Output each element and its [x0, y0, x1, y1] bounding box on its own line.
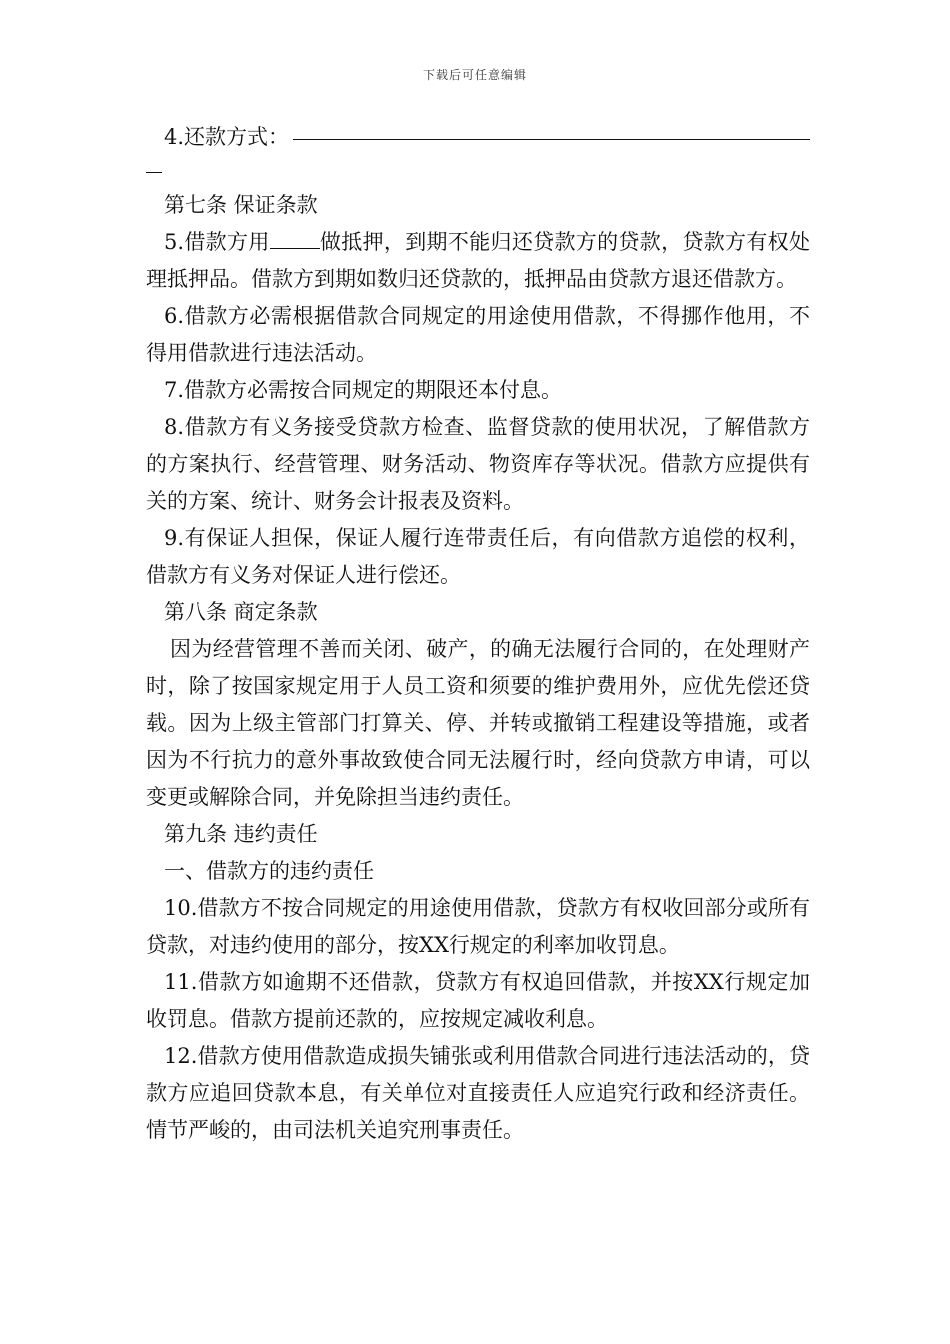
clause-6: 6.借款方必需根据借款合同规定的用途使用借款，不得挪作他用，不得用借款进行违法活动。 [146, 304, 810, 365]
clause-5-before: 5.借款方用 [164, 230, 270, 254]
repayment-line [146, 119, 810, 156]
clause-11: 11.借款方如逾期不还借款，贷款方有权追回借款，并按XX行规定加收罚息。借款方提前还款的，应按规定减收利息。 [146, 970, 810, 1031]
clause-12: 12.借款方使用借款造成损失铺张或利用借款合同进行违法活动的，贷款方应追回贷款本息，有关单位对直接责任人应追究行政和经济责任。情节严峻的，由司法机关追究刑事责任。 [146, 1044, 810, 1142]
collateral-blank[interactable] [270, 228, 320, 249]
repayment-label: 4.还款方式： [164, 125, 290, 149]
clause-5-after: 做抵押，到期不能归还贷款方的贷款，贷款方有权处理抵押品。借款方到期如数归还贷款的，抵押品由贷款方退还借款方。 [146, 230, 810, 291]
repayment-blank-continuation [146, 150, 162, 173]
clause-7: 7.借款方必需按合同规定的期限还本付息。 [164, 378, 563, 402]
section9-title: 第九条 违约责任 [164, 822, 318, 846]
clause-5 [146, 224, 810, 298]
clause-10: 10.借款方不按合同规定的用途使用借款，贷款方有权收回部分或所有贷款，对违约使用的部分，按XX行规定的利率加收罚息。 [146, 896, 810, 957]
clause-9: 9.有保证人担保，保证人履行连带责任后，有向借款方追偿的权利，借款方有义务对保证人进行偿还。 [146, 526, 810, 587]
section8-title: 第八条 商定条款 [164, 600, 318, 624]
repayment-blank[interactable] [293, 117, 810, 140]
clause-8: 8.借款方有义务接受贷款方检查、监督贷款的使用状况，了解借款方的方案执行、经营管理、财务活动、物资库存等状况。借款方应提供有关的方案、统计、财务会计报表及资料。 [146, 415, 810, 513]
section7-title: 第七条 保证条款 [164, 193, 318, 217]
section9-subtitle: 一、借款方的违约责任 [164, 859, 374, 883]
document-body [146, 119, 810, 1149]
section8-paragraph: 因为经营管理不善而关闭、破产，的确无法履行合同的，在处理财产时，除了按国家规定用于人员工资和须要的维护费用外，应优先偿还贷载。因为上级主管部门打算关、停、并转或撤销工程建设等措施，或者因为不行抗力的意外事故致使合同无法履行时，经向贷款方申请，可以变更或解除合同，并免除担当违约责任。 [146, 637, 810, 809]
page-header: 下载后可任意编辑 [422, 68, 527, 82]
